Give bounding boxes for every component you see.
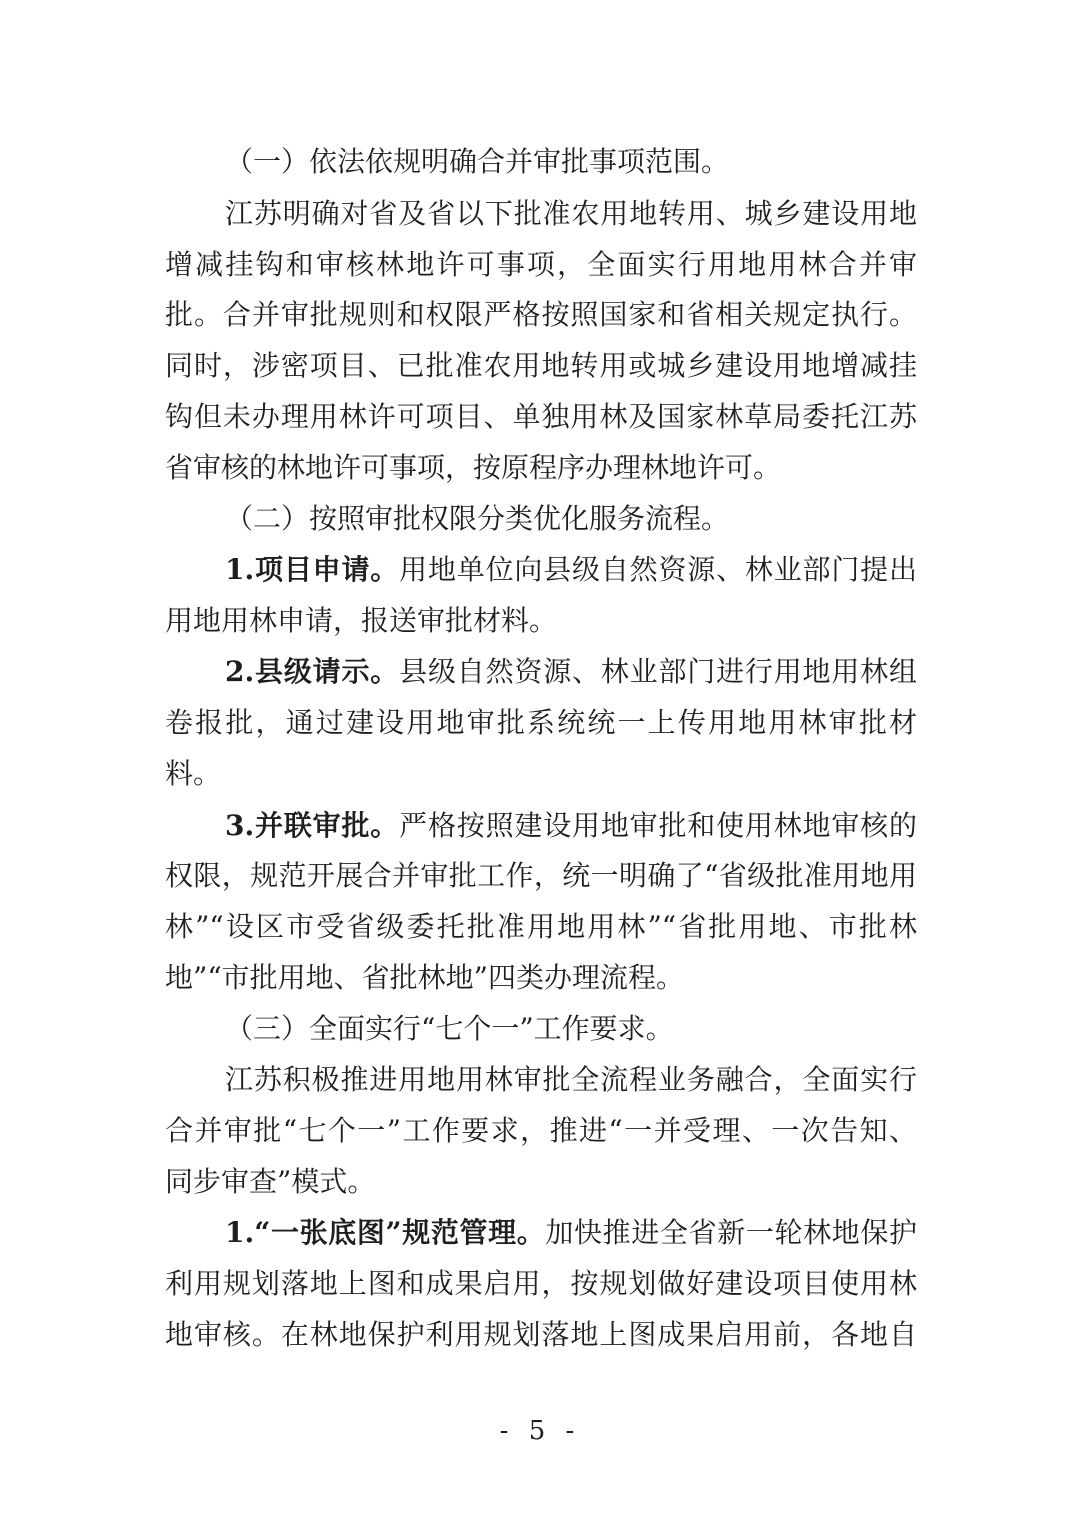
section-1-para-line-4: 同时，涉密项目、已批准农用地转用或城乡建设用地增减挂 [165, 349, 917, 382]
item-county-request-line-2: 卷报批，通过建设用地审批系统统一上传用地用林审批材 [165, 706, 917, 739]
item-county-request-line-3: 料。 [165, 757, 222, 790]
section-1-para-line-6: 省审核的林地许可事项，按原程序办理林地许可。 [165, 451, 782, 484]
section-1-para-line-5: 钩但未办理用林许可项目、单独用林及国家林草局委托江苏 [165, 400, 917, 433]
item-parallel-approval-line-4: 地”“市批用地、省批林地”四类办理流程。 [165, 961, 684, 994]
item-parallel-approval-line-3: 林”“设区市受省级委托批准用地用林”“省批用地、市批林 [165, 910, 917, 943]
page-number: - 5 - [499, 1416, 581, 1446]
section-3-para-line-1: 江苏积极推进用地用林审批全流程业务融合，全面实行 [225, 1063, 917, 1096]
item-one-base-map-title: 1.“一张底图”规范管理。 [225, 1216, 546, 1249]
item-one-base-map-line-2: 利用规划落地上图和成果启用，按规划做好建设项目使用林 [165, 1267, 917, 1300]
item-one-base-map [225, 1213, 917, 1253]
item-one-base-map-text: 加快推进全省新一轮林地保护 [545, 1216, 917, 1249]
item-project-application-line-2: 用地用林申请，报送审批材料。 [165, 604, 558, 637]
item-parallel-approval-title: 3.并联审批。 [225, 809, 400, 842]
section-3-heading: （三）全面实行“七个一”工作要求。 [225, 1012, 674, 1045]
section-1-para-line-1: 江苏明确对省及省以下批准农用地转用、城乡建设用地 [225, 197, 917, 230]
section-1-heading: （一）依法依规明确合并审批事项范围。 [225, 145, 730, 178]
item-parallel-approval [225, 806, 917, 846]
section-3-para-line-3: 同步审查”模式。 [165, 1165, 376, 1198]
item-project-application-text: 用地单位向县级自然资源、林业部门提出 [399, 553, 917, 586]
item-parallel-approval-text: 严格按照建设用地审批和使用林地审核的 [399, 809, 917, 842]
item-county-request [225, 652, 917, 692]
section-3-para-line-2: 合并审批“七个一”工作要求，推进“一并受理、一次告知、 [165, 1114, 917, 1147]
item-project-application-title: 1.项目申请。 [225, 553, 400, 586]
item-parallel-approval-line-2: 权限，规范开展合并审批工作，统一明确了“省级批准用地用 [165, 859, 917, 892]
item-project-application [225, 550, 917, 590]
section-1-para-line-2: 增减挂钩和审核林地许可事项，全面实行用地用林合并审 [165, 248, 917, 281]
item-county-request-title: 2.县级请示。 [225, 655, 400, 688]
section-1-para-line-3: 批。合并审批规则和权限严格按照国家和省相关规定执行。 [165, 298, 917, 331]
item-one-base-map-line-3: 地审核。在林地保护利用规划落地上图成果启用前，各地自 [165, 1318, 917, 1351]
item-county-request-text: 县级自然资源、林业部门进行用地用林组 [399, 655, 917, 688]
section-2-heading: （二）按照审批权限分类优化服务流程。 [225, 502, 730, 535]
